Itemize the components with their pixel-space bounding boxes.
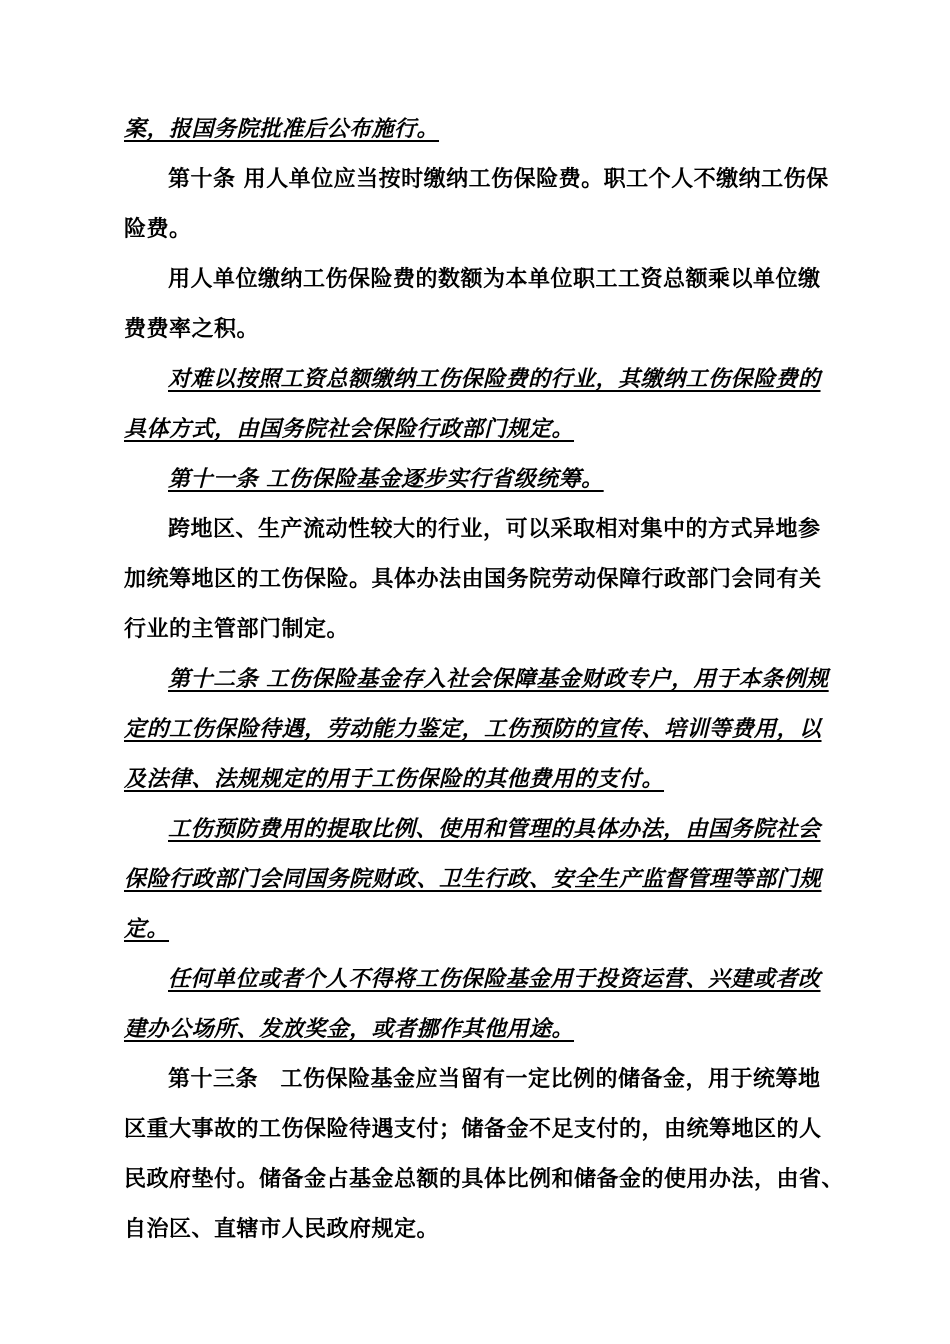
text-line: 任何单位或者个人不得将工伤保险基金用于投资运营、兴建或者改 [168, 966, 821, 992]
text-line: 险费。 [124, 216, 192, 242]
text-line: 费费率之积。 [124, 316, 260, 342]
text-line: 对难以按照工资总额缴纳工伤保险费的行业，其缴纳工伤保险费的 [168, 366, 821, 392]
text-line: 民政府垫付。储备金占基金总额的具体比例和储备金的使用办法，由省、 [124, 1166, 845, 1192]
article-13-heading-line: 第十三条 工伤保险基金应当留有一定比例的储备金，用于统筹地 [168, 1066, 821, 1092]
text-line: 具体方式，由国务院社会保险行政部门规定。 [124, 416, 575, 442]
text-line: 加统筹地区的工伤保险。具体办法由国务院劳动保障行政部门会同有关 [124, 566, 822, 592]
text-line: 自治区、直辖市人民政府规定。 [124, 1216, 440, 1242]
text-line: 及法律、法规规定的用于工伤保险的其他费用的支付。 [124, 766, 665, 792]
article-10-heading-line: 第十条 用人单位应当按时缴纳工伤保险费。职工个人不缴纳工伤保 [168, 166, 829, 192]
text-line: 保险行政部门会同国务院财政、卫生行政、安全生产监督管理等部门规 [124, 866, 822, 892]
text-line: 案，报国务院批准后公布施行。 [124, 116, 440, 142]
article-11-heading-line: 第十一条 工伤保险基金逐步实行省级统筹。 [168, 466, 604, 492]
text-line: 定。 [124, 916, 170, 942]
text-line: 用人单位缴纳工伤保险费的数额为本单位职工工资总额乘以单位缴 [168, 266, 821, 292]
article-12-heading-line: 第十二条 工伤保险基金存入社会保障基金财政专户，用于本条例规 [168, 666, 829, 692]
regulation-text [124, 104, 845, 1254]
text-line: 建办公场所、发放奖金，或者挪作其他用途。 [124, 1016, 575, 1042]
text-line: 定的工伤保险待遇，劳动能力鉴定，工伤预防的宣传、培训等费用，以 [124, 716, 822, 742]
text-line: 行业的主管部门制定。 [124, 616, 350, 642]
text-line: 跨地区、生产流动性较大的行业，可以采取相对集中的方式异地参 [168, 516, 821, 542]
text-line: 区重大事故的工伤保险待遇支付；储备金不足支付的，由统筹地区的人 [124, 1116, 822, 1142]
text-line: 工伤预防费用的提取比例、使用和管理的具体办法，由国务院社会 [168, 816, 821, 842]
